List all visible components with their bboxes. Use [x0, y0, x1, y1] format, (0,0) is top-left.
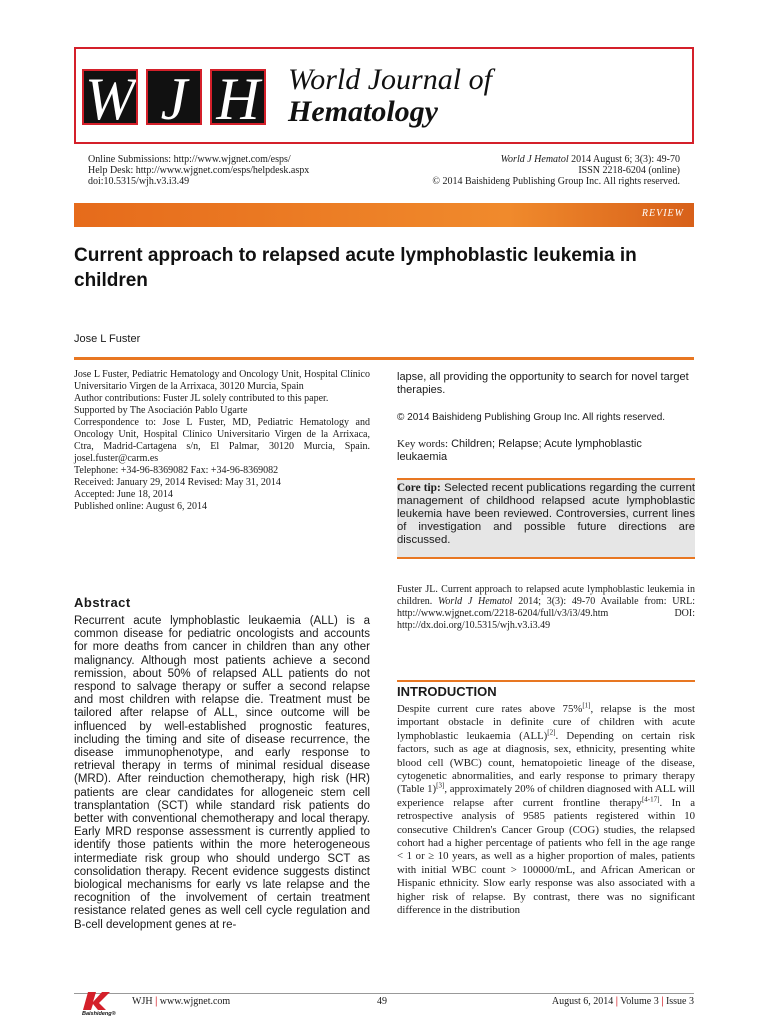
issn-text: ISSN 2218-6204 (online) — [578, 165, 680, 176]
footer-separator: | — [155, 996, 158, 1007]
reference-4-17[interactable]: [4-17] — [641, 795, 660, 804]
footer-url[interactable]: www.wjgnet.com — [159, 996, 231, 1007]
journal-name — [288, 65, 492, 129]
core-tip-bottom-rule — [397, 557, 695, 559]
affiliation: Jose L Fuster, Pediatric Hematology and Oncology Unit, Hospital Clínico Universitario Virgen de la Arrixaca, 30120 Murcia, Spain — [74, 369, 370, 392]
introduction-rule — [397, 680, 695, 682]
intro-segment: Despite current cure rates above 75% — [397, 703, 583, 715]
logo-letter-j: J — [146, 69, 202, 125]
copyright-text: © 2014 Baishideng Publishing Group Inc. All rights reserved. — [432, 176, 680, 187]
footer-right — [552, 996, 694, 1007]
reference-3[interactable]: [3] — [436, 781, 445, 790]
help-desk-link[interactable]: Help Desk: http://www.wjgnet.com/esps/helpdesk.aspx — [88, 165, 310, 176]
author-info-block — [74, 369, 370, 513]
introduction-heading: INTRODUCTION — [397, 684, 497, 699]
article-author: Jose L Fuster — [74, 333, 141, 345]
footer-volume: Volume 3 — [620, 996, 659, 1007]
footer-journal: WJH — [132, 996, 153, 1007]
publisher-logo-mark — [83, 992, 110, 1010]
page-number: 49 — [377, 996, 387, 1007]
citation-journal: World J Hematol — [438, 596, 513, 607]
footer-separator: | — [615, 996, 618, 1007]
funding: Supported by The Asociación Pablo Ugarte — [74, 405, 248, 416]
article-copyright: © 2014 Baishideng Publishing Group Inc. All rights reserved. — [397, 412, 666, 423]
footer-left — [132, 996, 230, 1007]
journal-name-line1: World Journal of — [288, 63, 492, 96]
doi-text: doi:10.5315/wjh.v3.i3.49 — [88, 176, 190, 187]
core-tip-text: Selected recent publications regarding the current management of childhood relapsed acute lymphoblastic leukemia have been reviewed. Controversies, current lines of investigation and possible future directions are discussed. — [397, 482, 696, 546]
journal-masthead — [74, 47, 694, 144]
header-divider — [74, 357, 694, 360]
core-tip-box — [397, 480, 695, 557]
keywords-label: Key words: — [397, 438, 449, 450]
online-submissions-link[interactable]: Online Submissions: http://www.wjgnet.com/esps/ — [88, 154, 291, 165]
intro-segment: . Depending on certain risk factors, such as age at diagnosis, sex, ethnicity, presenting white blood cell (WBC) count, hematopoietic lineage of the disease, cytogenetic abnormalities, and early response to primary therapy (Table 1) — [397, 729, 695, 796]
publisher-name: Baishideng® — [82, 1011, 116, 1016]
reference-1[interactable]: [1] — [582, 701, 591, 710]
intro-segment: . In a retrospective analysis of 9585 patients registered within 10 consecutive Children's Cancer Group (COG) studies, the relapsed cohort had a higher percentage of patients who fell in the age range < 1 or ≥ 10 years, as well as a higher proportion of males, patients with initial WBC count > 100000/mL, and African American or Hispanic ethnicity. Slow early response was also associated with a higher risk of relapse. By contrast, there was no significant difference in the distribution — [397, 796, 696, 917]
received-date: Received: January 29, 2014 Revised: May 31, 2014 — [74, 477, 281, 488]
telephone: Telephone: +34-96-8369082 Fax: +34-96-8369082 — [74, 465, 279, 476]
footer-issue: Issue 3 — [665, 996, 694, 1007]
submission-info — [88, 154, 309, 187]
abstract-heading: Abstract — [74, 595, 131, 610]
journal-name-line2: Hematology — [288, 95, 438, 128]
journal-abbrev: World J Hematol — [500, 154, 569, 165]
section-bar — [74, 203, 694, 227]
citation-part1: Fuster JL. Current approach to relapsed acute lymphoblastic leukemia in children. — [397, 584, 695, 607]
footer-date: August 6, 2014 — [551, 996, 614, 1007]
correspondence: Correspondence to: Jose L Fuster, MD, Pediatric Hematology and Oncology Unit, Hospital Clínico Universitario Virgen de la Arrixaca, Ctra, Madrid-Cartagena s/n, El Palmar, 30120 Murcia, Spain. josel.fuster@carm.es — [74, 417, 370, 464]
citation-part2: 2014; 3(3): 49-70 Available from: URL: http://www.wjgnet.com/2218-6204/full/v3/i3/49.htm DOI: http://dx.doi.org/10.5315/wjh.v3.i3.49 — [397, 596, 696, 631]
logo-letter-w: W — [82, 69, 138, 125]
publisher-logo — [80, 990, 128, 1016]
published-date: Published online: August 6, 2014 — [74, 501, 208, 512]
section-label: REVIEW — [641, 208, 684, 219]
intro-segment: , approximately 20% of children diagnosed with ALL will experience relapse after current frontline therapy — [397, 783, 695, 809]
footer-divider — [74, 993, 694, 994]
citation — [397, 584, 695, 632]
intro-segment: , relapse is the most important obstacle in definite cure of children with acute lymphoblastic leukaemia (ALL) — [397, 703, 695, 742]
issue-details: 2014 August 6; 3(3): 49-70 — [568, 154, 680, 165]
article-title: Current approach to relapsed acute lymphoblastic leukemia in children — [74, 245, 637, 291]
introduction-text — [397, 703, 695, 918]
core-tip-label: Core tip: — [397, 482, 441, 494]
keywords-text: Children; Relapse; Acute lymphoblastic leukaemia — [397, 438, 642, 463]
issue-line — [432, 154, 680, 165]
reference-2[interactable]: [2] — [547, 728, 556, 737]
abstract-continued: lapse, all providing the opportunity to search for novel target therapies. — [397, 371, 689, 396]
footer-separator: | — [661, 996, 664, 1007]
logo-letter-h: H — [210, 69, 266, 125]
issue-info — [432, 154, 680, 187]
abstract-text: Recurrent acute lymphoblastic leukaemia (ALL) is a common disease for pediatric oncologists and accounts for more deaths from cancer in children than any other malignancy. Although most patients achieve a second remission, about 50% of relapsed ALL patients do not respond to salvage therapy or suffer a second relapse and most children with relapse die. Treatment must be tailored after relapse of ALL, since outcome will be influenced by well-established prognostic features, including the timing and site of disease recurrence, the disease immunophenotype, and early response to retrieval therapy in terms of minimal residual disease (MRD). After reinduction chemotherapy, high risk (HR) patients are clear candidates for allogeneic stem cell transplantation (SCT) while standard risk patients do better with conventional chemotherapy and local therapy. Early MRD response assessment is currently applied to identify those patients within the more heterogeneous intermediate risk group who should undergo SCT as consolidation therapy. Recent evidence suggests distinct biological mechanisms for early vs late relapse and the recognition of the involvement of certain treatment resistance related genes as well cell cycle regulation and B-cell development genes at re- — [74, 615, 370, 931]
accepted-date: Accepted: June 18, 2014 — [74, 489, 173, 500]
author-contributions: Author contributions: Fuster JL solely contributed to this paper. — [74, 393, 329, 404]
keywords — [397, 438, 695, 464]
